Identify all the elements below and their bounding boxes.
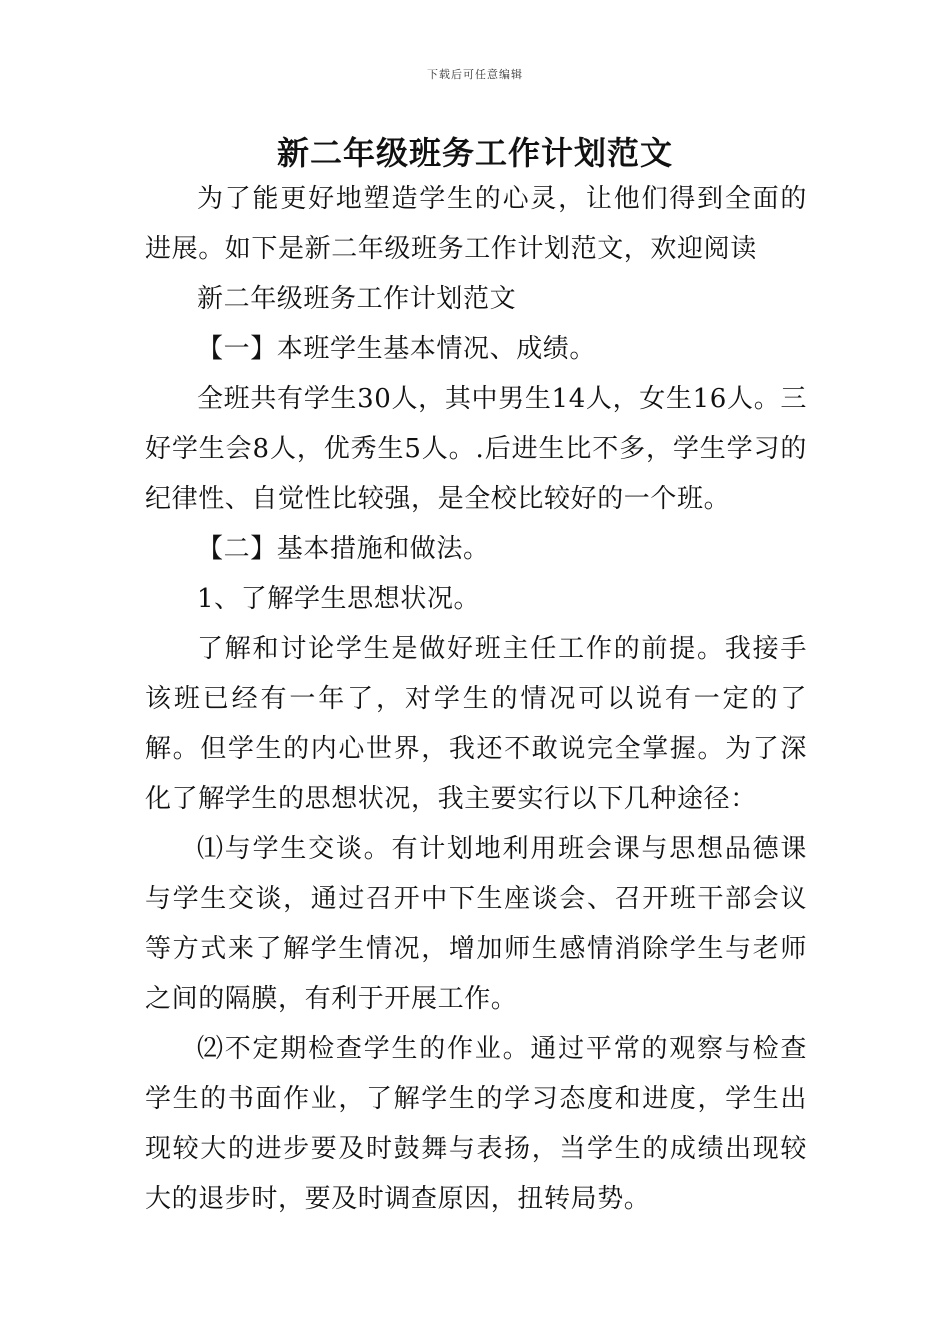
subheading-understand-students: 1、了解学生思想状况。 (197, 584, 481, 614)
paragraph-subtitle: 新二年级班务工作计划范文 (197, 284, 517, 314)
paragraph-intro: 为了能更好地塑造学生的心灵，让他们得到全面的进展。如下是新二年级班务工作计划范文，欢迎阅读 (145, 184, 807, 264)
paragraph-item-2: ⑵不定期检查学生的作业。通过平常的观察与检查学生的书面作业，了解学生的学习态度和进度，学生出现较大的进步要及时鼓舞与表扬，当学生的成绩出现较大的退步时，要及时调查原因，扭转局势。 (145, 1034, 807, 1214)
document-body (145, 174, 807, 1224)
section-heading-1: 【一】本班学生基本情况、成绩。 (197, 334, 597, 364)
paragraph-class-stats: 全班共有学生30人，其中男生14人，女生16人。三好学生会8人，优秀生5人。.后进生比不多，学生学习的纪律性、自觉性比较强，是全校比较好的一个班。 (145, 384, 807, 514)
header-note: 下载后可任意编辑 (427, 68, 523, 81)
paragraph-understanding: 了解和讨论学生是做好班主任工作的前提。我接手该班已经有一年了，对学生的情况可以说有一定的了解。但学生的内心世界，我还不敢说完全掌握。为了深化了解学生的思想状况，我主要实行以下几种途径： (145, 634, 807, 814)
document-title: 新二年级班务工作计划范文 (276, 134, 673, 172)
paragraph-item-1: ⑴与学生交谈。有计划地利用班会课与思想品德课与学生交谈，通过召开中下生座谈会、召开班干部会议等方式来了解学生情况，增加师生感情消除学生与老师之间的隔膜，有利于开展工作。 (145, 834, 807, 1014)
section-heading-2: 【二】基本措施和做法。 (197, 534, 490, 564)
